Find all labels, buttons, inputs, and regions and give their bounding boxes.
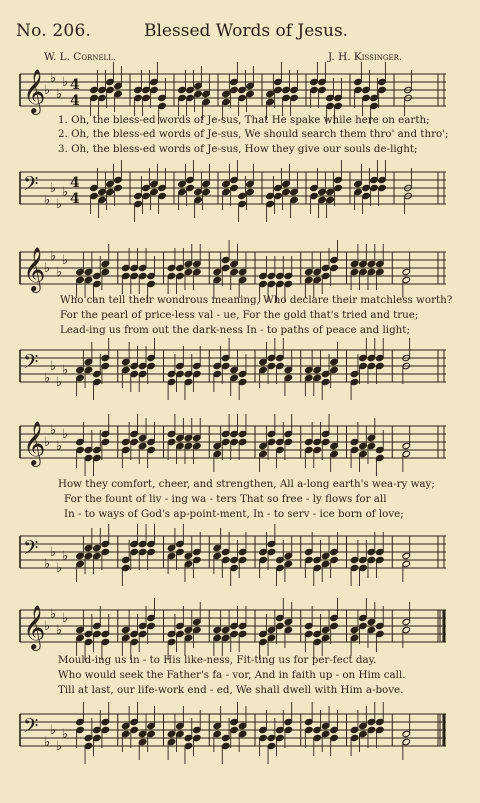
flat-glyph: ♭ bbox=[44, 371, 51, 386]
flat-glyph: ♭ bbox=[50, 181, 57, 196]
flat-glyph: ♭ bbox=[50, 71, 57, 86]
bass-staff-system-1 bbox=[0, 166, 480, 212]
lyric-line-3-1: How they comfort, cheer, and strengthen, All a-long earth's wea-ry way; bbox=[58, 478, 435, 490]
treble-staff-system-1 bbox=[0, 68, 480, 114]
flat-glyph: ♭ bbox=[56, 561, 63, 576]
flat-glyph: ♭ bbox=[62, 727, 69, 742]
flat-glyph: ♭ bbox=[62, 253, 69, 268]
lyric-line-4-2: Who would seek the Father's fa - vor, And in faith up - on Him call. bbox=[58, 669, 406, 681]
bass-staff-system-4 bbox=[0, 708, 480, 754]
lyricist-credit: W. L. Cornell. bbox=[44, 51, 117, 63]
treble-staff-system-2 bbox=[0, 246, 480, 292]
lyric-line-4-1: Mould-ing us in - to His like-ness, Fit-ting us for per-fect day. bbox=[58, 654, 377, 666]
lyric-line-1-1: 1. Oh, the bless-ed words of Je-sus, That He spake while here on earth; bbox=[58, 114, 430, 126]
bass-clef-glyph: 𝄢 bbox=[23, 714, 39, 742]
lyric-line-3-3: In - to ways of God's ap-point-ment, In - to serv - ice born of love; bbox=[64, 508, 404, 520]
flat-glyph: ♭ bbox=[44, 735, 51, 750]
treble-clef-glyph: 𝄞 bbox=[23, 421, 46, 465]
lyric-line-1-2: 2. Oh, the bless-ed words of Je-sus, We should search them thro' and thro'; bbox=[58, 128, 449, 140]
flat-glyph: ♭ bbox=[56, 197, 63, 212]
flat-glyph: ♭ bbox=[62, 75, 69, 90]
bass-clef-glyph: 𝄢 bbox=[23, 350, 39, 378]
treble-clef-glyph: 𝄞 bbox=[23, 69, 46, 113]
flat-glyph: ♭ bbox=[44, 557, 51, 572]
flat-glyph: ♭ bbox=[44, 435, 51, 450]
flat-glyph: ♭ bbox=[56, 87, 63, 102]
flat-glyph: ♭ bbox=[56, 439, 63, 454]
composer-credit: J. H. Kissinger. bbox=[328, 51, 403, 63]
flat-glyph: ♭ bbox=[62, 611, 69, 626]
flat-glyph: ♭ bbox=[50, 359, 57, 374]
flat-glyph: ♭ bbox=[44, 619, 51, 634]
treble-staff-system-4 bbox=[0, 604, 480, 650]
flat-glyph: ♭ bbox=[50, 723, 57, 738]
flat-glyph: ♭ bbox=[50, 545, 57, 560]
flat-glyph: ♭ bbox=[44, 193, 51, 208]
flat-glyph: ♭ bbox=[44, 261, 51, 276]
bass-clef-glyph: 𝄢 bbox=[23, 172, 39, 200]
flat-glyph: ♭ bbox=[62, 549, 69, 564]
flat-glyph: ♭ bbox=[56, 739, 63, 754]
flat-glyph: ♭ bbox=[50, 607, 57, 622]
bass-staff-system-3 bbox=[0, 530, 480, 576]
treble-clef-glyph: 𝄞 bbox=[23, 605, 46, 649]
time-signature-bottom: 4 bbox=[70, 191, 80, 207]
lyric-line-2-2: For the pearl of price-less val - ue, For the gold that's tried and true; bbox=[60, 309, 419, 321]
hymn-title: Blessed Words of Jesus. bbox=[144, 21, 349, 41]
treble-staff-system-3 bbox=[0, 420, 480, 466]
hymn-number: No. 206. bbox=[16, 21, 92, 41]
flat-glyph: ♭ bbox=[56, 623, 63, 638]
flat-glyph: ♭ bbox=[44, 83, 51, 98]
time-signature-top: 4 bbox=[70, 77, 80, 93]
flat-glyph: ♭ bbox=[50, 423, 57, 438]
time-signature-top: 4 bbox=[70, 175, 80, 191]
lyric-line-3-2: For the fount of liv - ing wa - ters That so free - ly flows for all bbox=[64, 493, 387, 505]
flat-glyph: ♭ bbox=[56, 375, 63, 390]
flat-glyph: ♭ bbox=[50, 249, 57, 264]
lyric-line-1-3: 3. Oh, the bless-ed words of Je-sus, How they give our souls de-light; bbox=[58, 143, 418, 155]
treble-clef-glyph: 𝄞 bbox=[23, 247, 46, 291]
bass-clef-glyph: 𝄢 bbox=[23, 536, 39, 564]
lyric-line-2-3: Lead-ing us from out the dark-ness In - to paths of peace and light; bbox=[60, 324, 410, 336]
lyric-line-4-3: Till at last, our life-work end - ed, We shall dwell with Him a-bove. bbox=[58, 684, 404, 696]
flat-glyph: ♭ bbox=[56, 265, 63, 280]
flat-glyph: ♭ bbox=[62, 185, 69, 200]
lyric-line-2-1: Who can tell their wondrous meaning, Who declare their matchless worth? bbox=[60, 294, 453, 306]
bass-staff-system-2 bbox=[0, 344, 480, 390]
flat-glyph: ♭ bbox=[62, 427, 69, 442]
flat-glyph: ♭ bbox=[62, 363, 69, 378]
time-signature-bottom: 4 bbox=[70, 93, 80, 109]
